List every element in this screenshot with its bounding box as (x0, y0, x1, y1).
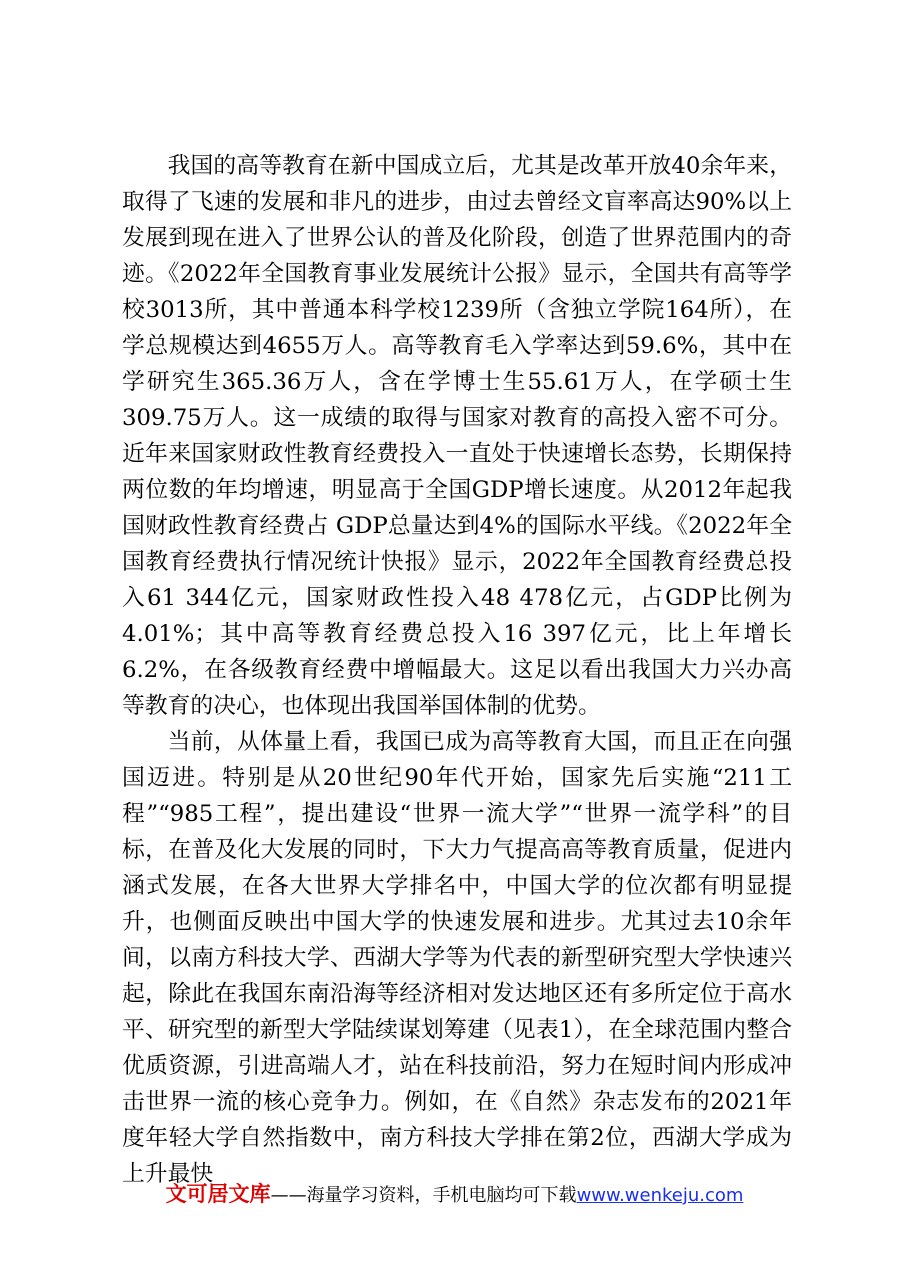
paragraph-2: 当前，从体量上看，我国已成为高等教育大国，而且正在向强国迈进。特别是从20世纪90年代开始，国家先后实施“211工程”“985工程”，提出建设“世界一流大学”“世界一流学科”的目标，在普及化大发展的同时，下大力气提高高等教育质量，促进内涵式发展，在各大世界大学排名中，中国大学的位次都有明显提升，也侧面反映出中国大学的快速发展和进步。尤其过去10余年间，以南方科技大学、西湖大学等为代表的新型研究型大学快速兴起，除此在我国东南沿海等经济相对发达地区还有多所定位于高水平、研究型的新型大学陆续谋划筹建（见表1），在全球范围内整合优质资源，引进高端人才，站在科技前沿，努力在短时间内形成冲击世界一流的核心竞争力。例如，在《自然》杂志发布的2021年度年轻大学自然指数中，南方科技大学排在第2位，西湖大学成为上升最快 (122, 729, 792, 1187)
page-footer (0, 1180, 909, 1210)
footer-brand: 文可居文库 (165, 1182, 271, 1206)
footer-site-link[interactable]: www.wenkeju.com (576, 1185, 744, 1206)
footer-slogan: ——海量学习资料，手机电脑均可下载 (270, 1185, 577, 1206)
paragraph-1: 我国的高等教育在新中国成立后，尤其是改革开放40余年来，取得了飞速的发展和非凡的进步，由过去曾经文盲率高达90%以上发展到现在进入了世界公认的普及化阶段，创造了世界范围内的奇迹。《2022年全国教育事业发展统计公报》显示，全国共有高等学校3013所，其中普通本科学校1239所（含独立学院164所），在学总规模达到4655万人。高等教育毛入学率达到59.6%，其中在学研究生365.36万人，含在学博士生55.61万人，在学硕士生309.75万人。这一成绩的取得与国家对教育的高投入密不可分。近年来国家财政性教育经费投入一直处于快速增长态势，长期保持两位数的年均增速，明显高于全国GDP增长速度。从2012年起我国财政性教育经费占 GDP总量达到4%的国际水平线。《2022年全国教育经费执行情况统计快报》显示，2022年全国教育经费总投入61 344亿元，国家财政性投入48 478亿元，占GDP比例为4.01%；其中高等教育经费总投入16 397亿元，比上年增长6.2%，在各级教育经费中增幅最大。这足以看出我国大力兴办高等教育的决心，也体现出我国举国体制的优势。 (122, 153, 792, 719)
document-body (122, 148, 792, 1192)
